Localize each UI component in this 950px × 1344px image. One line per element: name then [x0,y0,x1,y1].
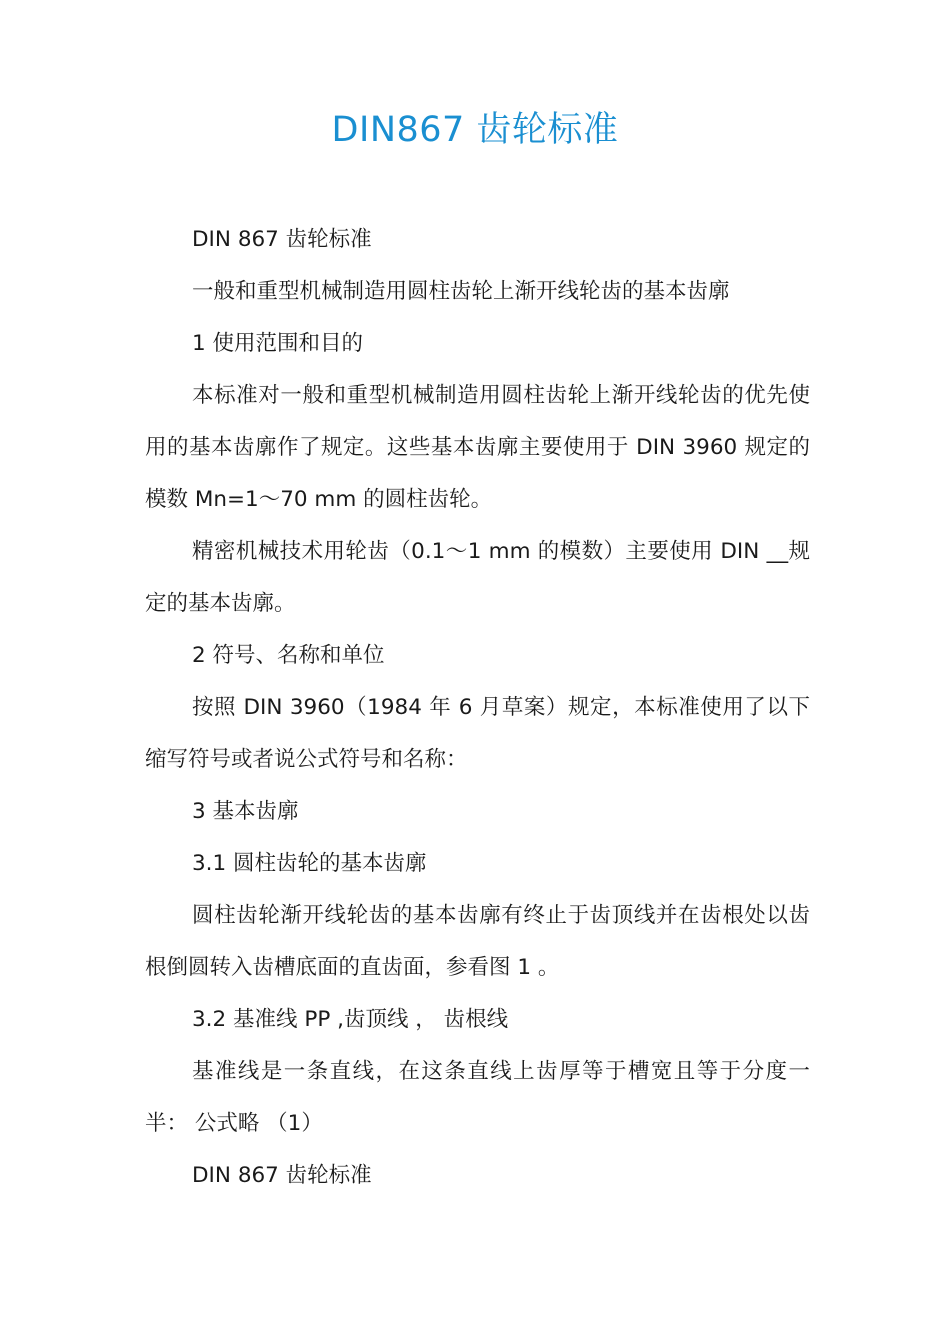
paragraph-reference-line: 基准线是一条直线，在这条直线上齿厚等于槽宽且等于分度一半： 公式略 （1） [145,1059,810,1136]
paragraph-heading: DIN 867 齿轮标准 [192,227,372,252]
section-heading-symbols: 2 符号、名称和单位 [192,643,385,668]
paragraph-subtitle: 一般和重型机械制造用圆柱齿轮上渐开线轮齿的基本齿廓 [192,279,730,304]
page-title: DIN867 齿轮标准 [331,110,619,150]
paragraph-precision: 精密机械技术用轮齿（0.1～1 mm 的模数）主要使用 DIN __规定的基本齿廓。 [145,539,810,616]
subsection-heading-3-1: 3.1 圆柱齿轮的基本齿廓 [192,851,427,876]
section-heading-profile: 3 基本齿廓 [192,799,299,824]
paragraph-profile: 圆柱齿轮渐开线轮齿的基本齿廓有终止于齿顶线并在齿根处以齿根倒圆转入齿槽底面的直齿面，参看图 1 。 [145,903,810,980]
paragraph-symbols: 按照 DIN 3960（1984 年 6 月草案）规定，本标准使用了以下缩写符号或者说公式符号和名称： [145,695,810,772]
paragraph-scope: 本标准对一般和重型机械制造用圆柱齿轮上渐开线轮齿的优先使用的基本齿廓作了规定。这些基本齿廓主要使用于 DIN 3960 规定的模数 Mn=1～70 mm 的圆柱齿轮。 [145,383,810,512]
paragraph-footer-heading: DIN 867 齿轮标准 [192,1163,372,1188]
document-body [145,214,810,1202]
subsection-heading-3-2: 3.2 基准线 PP ,齿顶线 ， 齿根线 [192,1007,509,1032]
section-heading-scope: 1 使用范围和目的 [192,331,364,356]
